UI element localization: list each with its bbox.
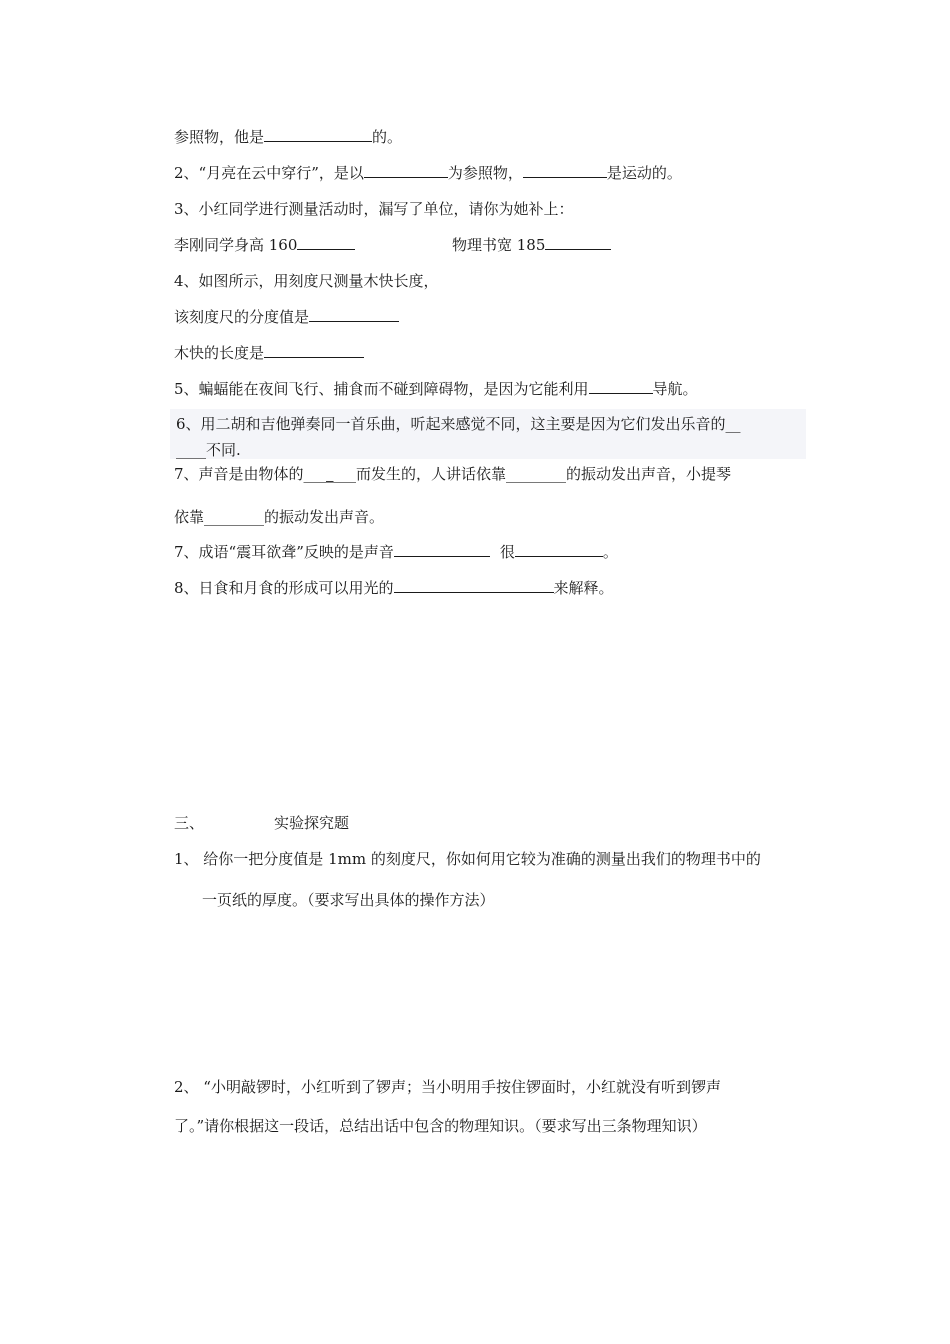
- experiment-1: 1、 给你一把分度值是 1mm 的刻度尺，你如何用它较为准确的测量出我们的物理书中的: [174, 850, 761, 868]
- answer-blank[interactable]: [264, 343, 364, 358]
- q7-text-mid: ___而发生的，人讲话依靠________的振动发出声音，小提琴: [333, 465, 732, 483]
- q3-book-text: 物理书宽 185: [452, 236, 546, 254]
- answer-blank[interactable]: [297, 235, 355, 250]
- q3-height-text: 李刚同学身高 160: [174, 236, 298, 254]
- section-3-title: 实验探究题: [274, 814, 350, 832]
- experiment-2: 2、 “小明敲锣时，小红听到了锣声；当小明用手按住锣面时，小红就没有听到锣声: [174, 1078, 721, 1096]
- q4-length-text: 木快的长度是: [174, 344, 265, 362]
- answer-blank[interactable]: [364, 163, 448, 178]
- q3-book-item: [452, 235, 611, 255]
- answer-blank[interactable]: [394, 542, 490, 557]
- q8-text: 8、日食和月食的形成可以用光的: [174, 579, 394, 597]
- answer-blank[interactable]: [264, 127, 372, 142]
- section-3-number: 三、: [174, 814, 205, 832]
- question-6: 6、用二胡和吉他弹奏同一首乐曲，听起来感觉不同，这主要是因为它们发出乐音的__: [176, 415, 741, 433]
- q7b-tail: 。: [602, 543, 618, 561]
- q8-tail: 来解释。: [553, 579, 614, 597]
- q4-division-text: 该刻度尺的分度值是: [174, 308, 310, 326]
- q2-text-end: 是运动的。: [606, 164, 682, 182]
- question-7: [174, 464, 731, 484]
- q5-text: 5、蝙蝠能在夜间飞行、捕食而不碰到障碍物，是因为它能利用: [174, 380, 589, 398]
- q4-length-line: [174, 343, 364, 363]
- question-2: [174, 163, 682, 183]
- q7-text: 7、声音是由物体的___: [174, 465, 327, 483]
- q5-tail: 导航。: [652, 380, 698, 398]
- question-7-cont: 依靠________的振动发出声音。: [174, 508, 385, 526]
- q7b-text-mid: 很: [499, 543, 515, 561]
- answer-blank[interactable]: [515, 542, 603, 557]
- q-ref-text: 参照物，他是: [174, 128, 265, 146]
- experiment-1-cont: 一页纸的厚度。（要求写出具体的操作方法）: [202, 891, 495, 909]
- q4-division-line: [174, 307, 399, 327]
- q-ref-tail: 的。: [372, 128, 403, 146]
- answer-blank[interactable]: [394, 578, 554, 593]
- question-4: 4、如图所示，用刻度尺测量木快长度，: [174, 272, 439, 290]
- question-6-cont: ____不同.: [176, 441, 241, 459]
- q-reference-line: [174, 127, 402, 147]
- question-8: [174, 578, 614, 598]
- question-7b: [174, 542, 618, 562]
- experiment-2-cont: 了。”请你根据这一段话，总结出话中包含的物理知识。（要求写出三条物理知识）: [174, 1117, 707, 1135]
- q3-height-item: [174, 235, 355, 255]
- q7b-text: 7、成语“震耳欲聋”反映的是声音: [174, 543, 394, 561]
- answer-blank[interactable]: [545, 235, 611, 250]
- answer-blank[interactable]: [309, 307, 399, 322]
- question-5: [174, 379, 698, 399]
- question-3: 3、小红同学进行测量活动时，漏写了单位，请你为她补上：: [174, 200, 574, 218]
- answer-blank[interactable]: [589, 379, 653, 394]
- q7-mark: _: [326, 465, 334, 483]
- answer-blank[interactable]: [523, 163, 607, 178]
- q2-text: 2、“月亮在云中穿行”，是以: [174, 164, 364, 182]
- q2-text-mid: 为参照物，: [447, 164, 523, 182]
